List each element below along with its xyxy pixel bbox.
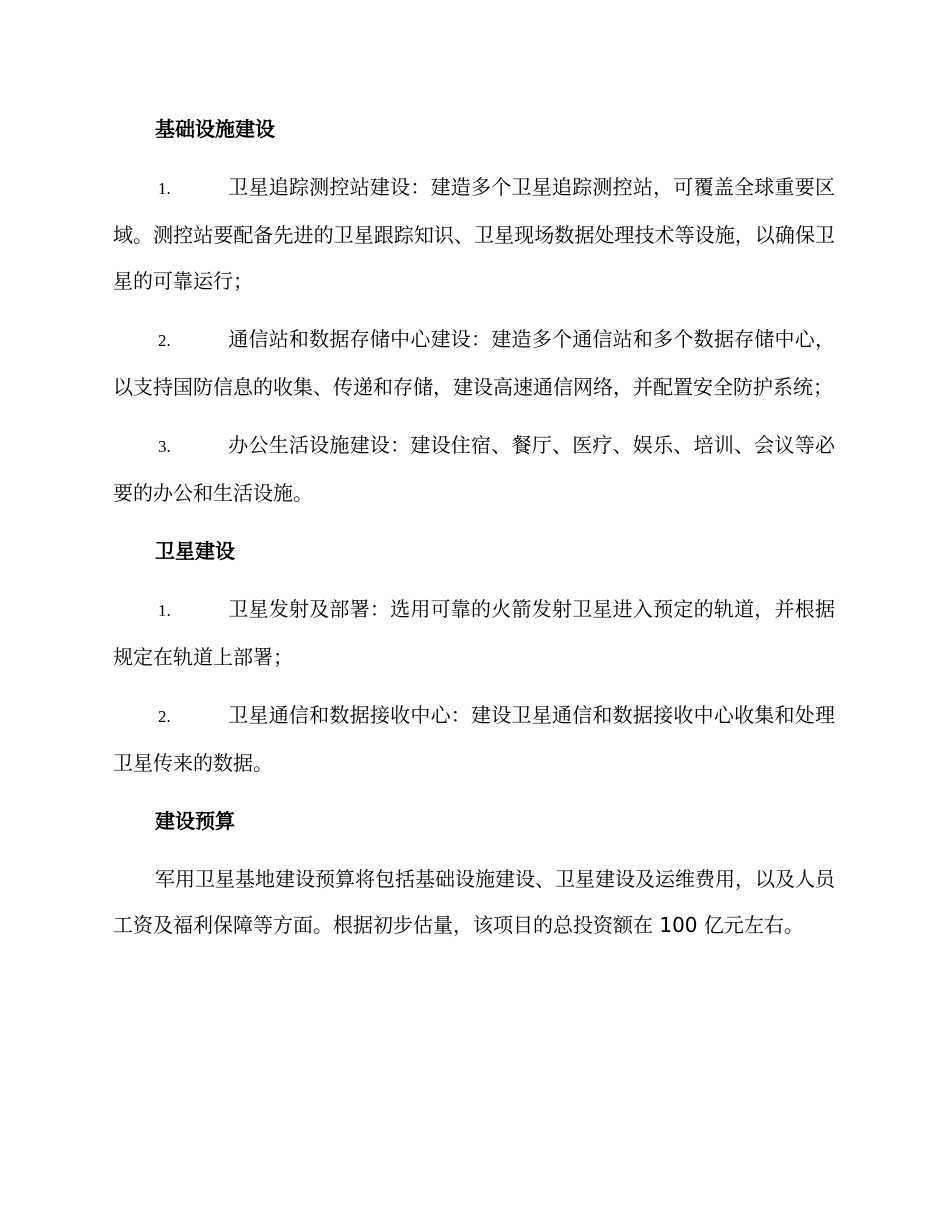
list-item bbox=[113, 692, 835, 786]
list-item bbox=[113, 164, 835, 304]
list-item bbox=[113, 422, 835, 516]
body-paragraph: 军用卫星基地建设预算将包括基础设施建设、卫星建设及运维费用，以及人员工资及福利保障等方面。根据初步估量，该项目的总投资额在 100 亿元左右。 bbox=[113, 867, 835, 937]
list-text: 办公生活设施建设：建设住宿、餐厅、医疗、娱乐、培训、会议等必要的办公和生活设施。 bbox=[113, 433, 835, 505]
list-number: 2. bbox=[158, 331, 171, 350]
list-number: 1. bbox=[158, 179, 171, 198]
list-number: 1. bbox=[158, 601, 171, 620]
document-body bbox=[113, 106, 835, 960]
list-item bbox=[113, 586, 835, 680]
list-item bbox=[113, 316, 835, 410]
section-heading: 建设预算 bbox=[155, 809, 235, 833]
list-number: 2. bbox=[158, 707, 171, 726]
list-number: 3. bbox=[158, 437, 171, 456]
list-text: 卫星通信和数据接收中心：建设卫星通信和数据接收中心收集和处理卫星传来的数据。 bbox=[113, 703, 835, 775]
list-text: 卫星发射及部署：选用可靠的火箭发射卫星进入预定的轨道，并根据规定在轨道上部署； bbox=[113, 597, 835, 669]
list-text: 卫星追踪测控站建设：建造多个卫星追踪测控站，可覆盖全球重要区域。测控站要配备先进的卫星跟踪知识、卫星现场数据处理技术等设施，以确保卫星的可靠运行； bbox=[113, 175, 835, 293]
section-heading: 基础设施建设 bbox=[155, 117, 275, 141]
list-text: 通信站和数据存储中心建设：建造多个通信站和多个数据存储中心，以支持国防信息的收集、传递和存储，建设高速通信网络，并配置安全防护系统； bbox=[113, 327, 835, 399]
section-heading: 卫星建设 bbox=[155, 539, 235, 563]
